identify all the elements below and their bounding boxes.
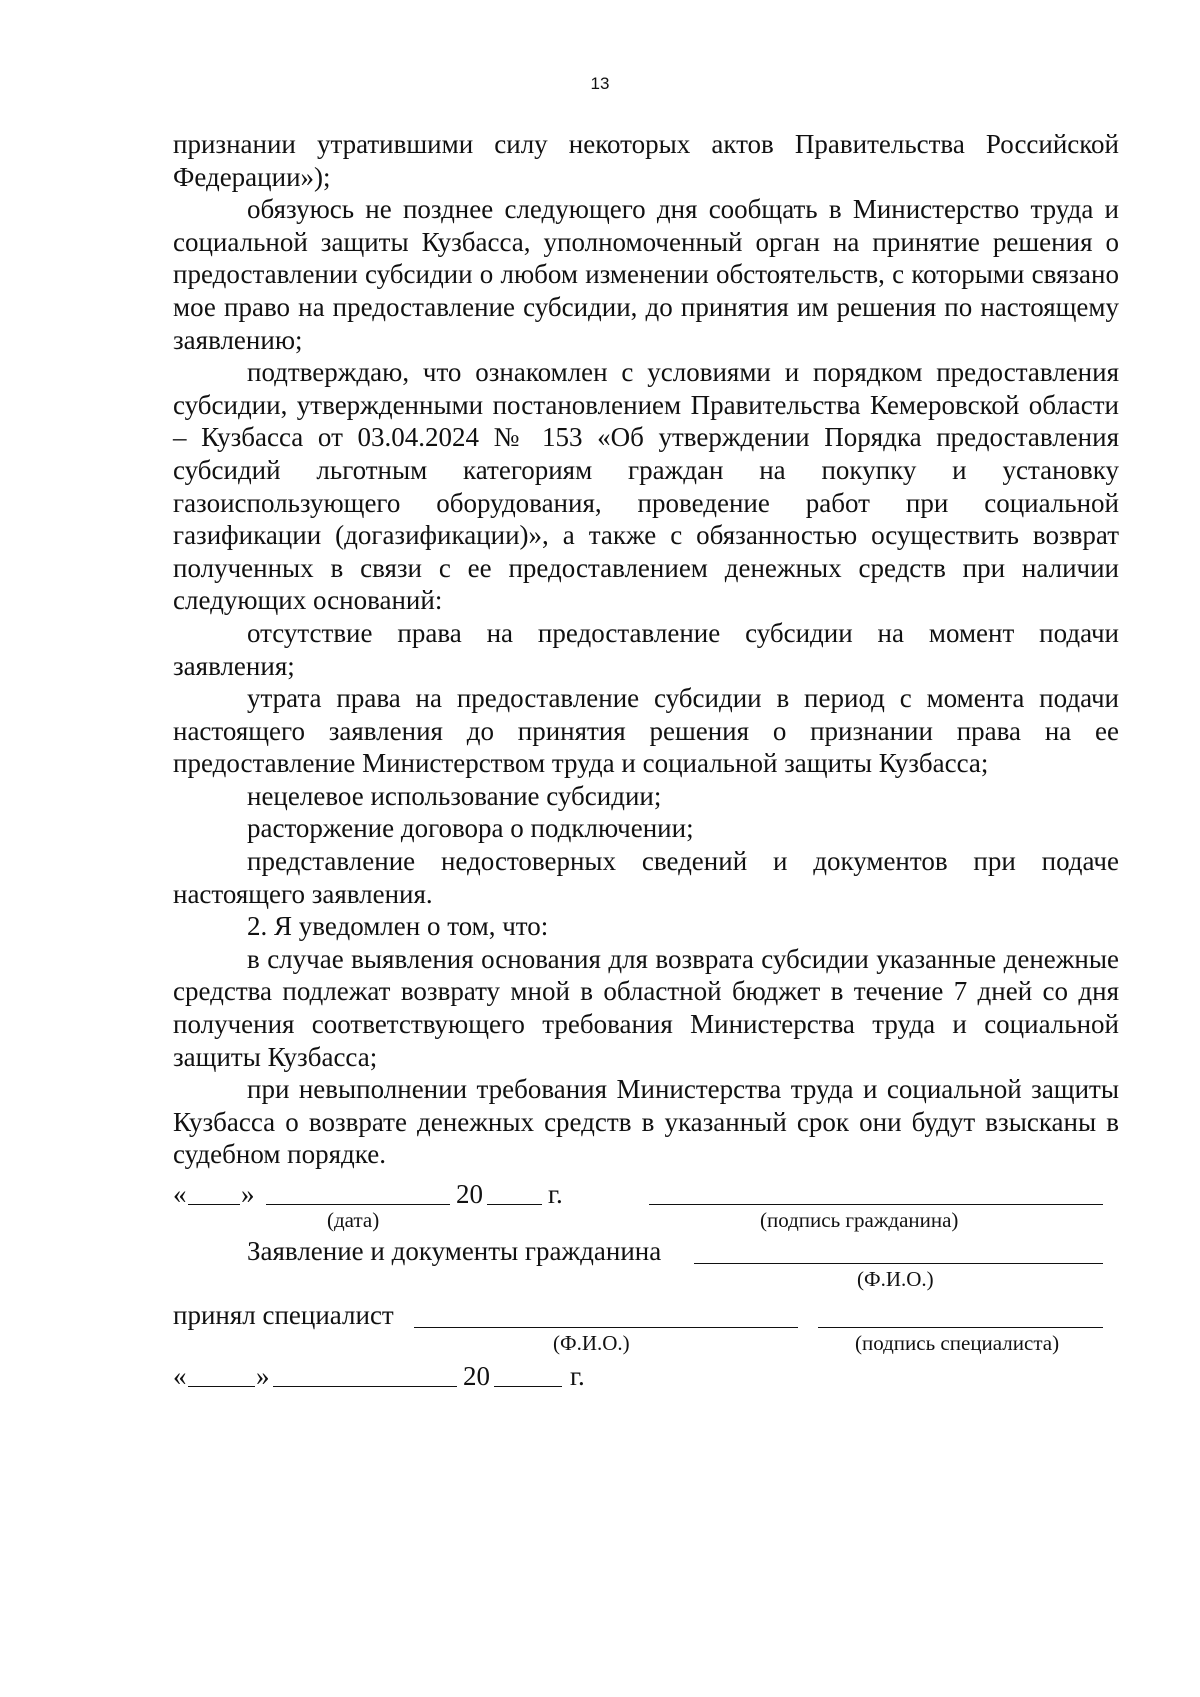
- citizen-fio-blank[interactable]: [694, 1263, 1103, 1264]
- paragraph: признании утратившими силу некоторых актов Правительства Российской Федерации»);: [173, 129, 1119, 192]
- accept-date-quote-open: «: [173, 1361, 187, 1391]
- accept-year-blank[interactable]: [494, 1386, 562, 1387]
- paragraph: обязуюсь не позднее следующего дня сообщать в Министерство труда и социальной защиты Кузбасса, уполномоченный орган на принятие решения о предоставлении субсидии о любом изменении обстоятельств, с которыми связано мое право на предоставление субсидии, до принятия им решения по настоящему заявлению;: [173, 194, 1119, 355]
- year-prefix: 20: [456, 1179, 483, 1209]
- paragraph: отсутствие права на предоставление субсидии на момент подачи заявления;: [173, 617, 1119, 681]
- body-text: [173, 128, 1119, 1171]
- paragraph: подтверждаю, что ознакомлен с условиями и порядком предоставления субсидии, утвержденными постановлением Правительства Кемеровской области – Кузбасса от 03.04.2024 № 153 «Об утверждении Порядка предоставления субсидий льготным категориям граждан на покупку и установку газоиспользующего оборудования, проведение работ при социальной газификации (догазификации)», а также с обязанностью осуществить возврат полученных в связи с ее предоставлением денежных средств при наличии следующих оснований:: [173, 357, 1119, 616]
- accept-year-prefix: 20: [463, 1361, 490, 1391]
- accept-day-blank[interactable]: [188, 1386, 255, 1387]
- paragraph: при невыполнении требования Министерства труда и социальной защиты Кузбасса о возврате денежных средств в указанный срок они будут взысканы в судебном порядке.: [173, 1074, 1119, 1170]
- page-number: 13: [590, 74, 610, 93]
- year-suffix: г.: [548, 1179, 563, 1209]
- date-quote-close: »: [241, 1179, 255, 1209]
- specialist-fio-blank[interactable]: [414, 1327, 798, 1328]
- paragraph: 2. Я уведомлен о том, что:: [247, 911, 549, 942]
- day-blank[interactable]: [188, 1204, 240, 1205]
- documents-label: Заявление и документы гражданина: [247, 1236, 662, 1266]
- accept-date-quote-close: »: [256, 1361, 270, 1391]
- paragraph: утрата права на предоставление субсидии в период с момента подачи настоящего заявления до принятия решения о признании права на ее предоставление Министерством труда и социальной защиты Кузбасса;: [173, 683, 1119, 779]
- date-caption: (дата): [327, 1208, 380, 1232]
- specialist-signature-caption: (подпись специалиста): [855, 1331, 1060, 1355]
- accept-month-blank[interactable]: [273, 1386, 457, 1387]
- paragraph: в случае выявления основания для возврата субсидии указанные денежные средства подлежат возврату мной в областной бюджет в течение 7 дней со дня получения соответствующего требования Министерства труда и социальной защиты Кузбасса;: [173, 943, 1119, 1072]
- accept-year-suffix: г.: [570, 1361, 585, 1391]
- citizen-signature-caption: (подпись гражданина): [760, 1208, 959, 1232]
- citizen-fio-caption: (Ф.И.О.): [857, 1267, 934, 1291]
- citizen-signature-blank[interactable]: [649, 1204, 1103, 1205]
- paragraph: нецелевое использование субсидии;: [247, 780, 662, 811]
- month-blank[interactable]: [266, 1204, 450, 1205]
- specialist-signature-blank[interactable]: [818, 1327, 1103, 1328]
- paragraph: расторжение договора о подключении;: [247, 813, 694, 844]
- specialist-fio-caption: (Ф.И.О.): [553, 1331, 630, 1355]
- paragraph: представление недостоверных сведений и документов при подаче настоящего заявления.: [173, 846, 1119, 909]
- year-blank[interactable]: [487, 1204, 542, 1205]
- specialist-label: принял специалист: [173, 1300, 394, 1330]
- date-quote-open: «: [173, 1179, 187, 1209]
